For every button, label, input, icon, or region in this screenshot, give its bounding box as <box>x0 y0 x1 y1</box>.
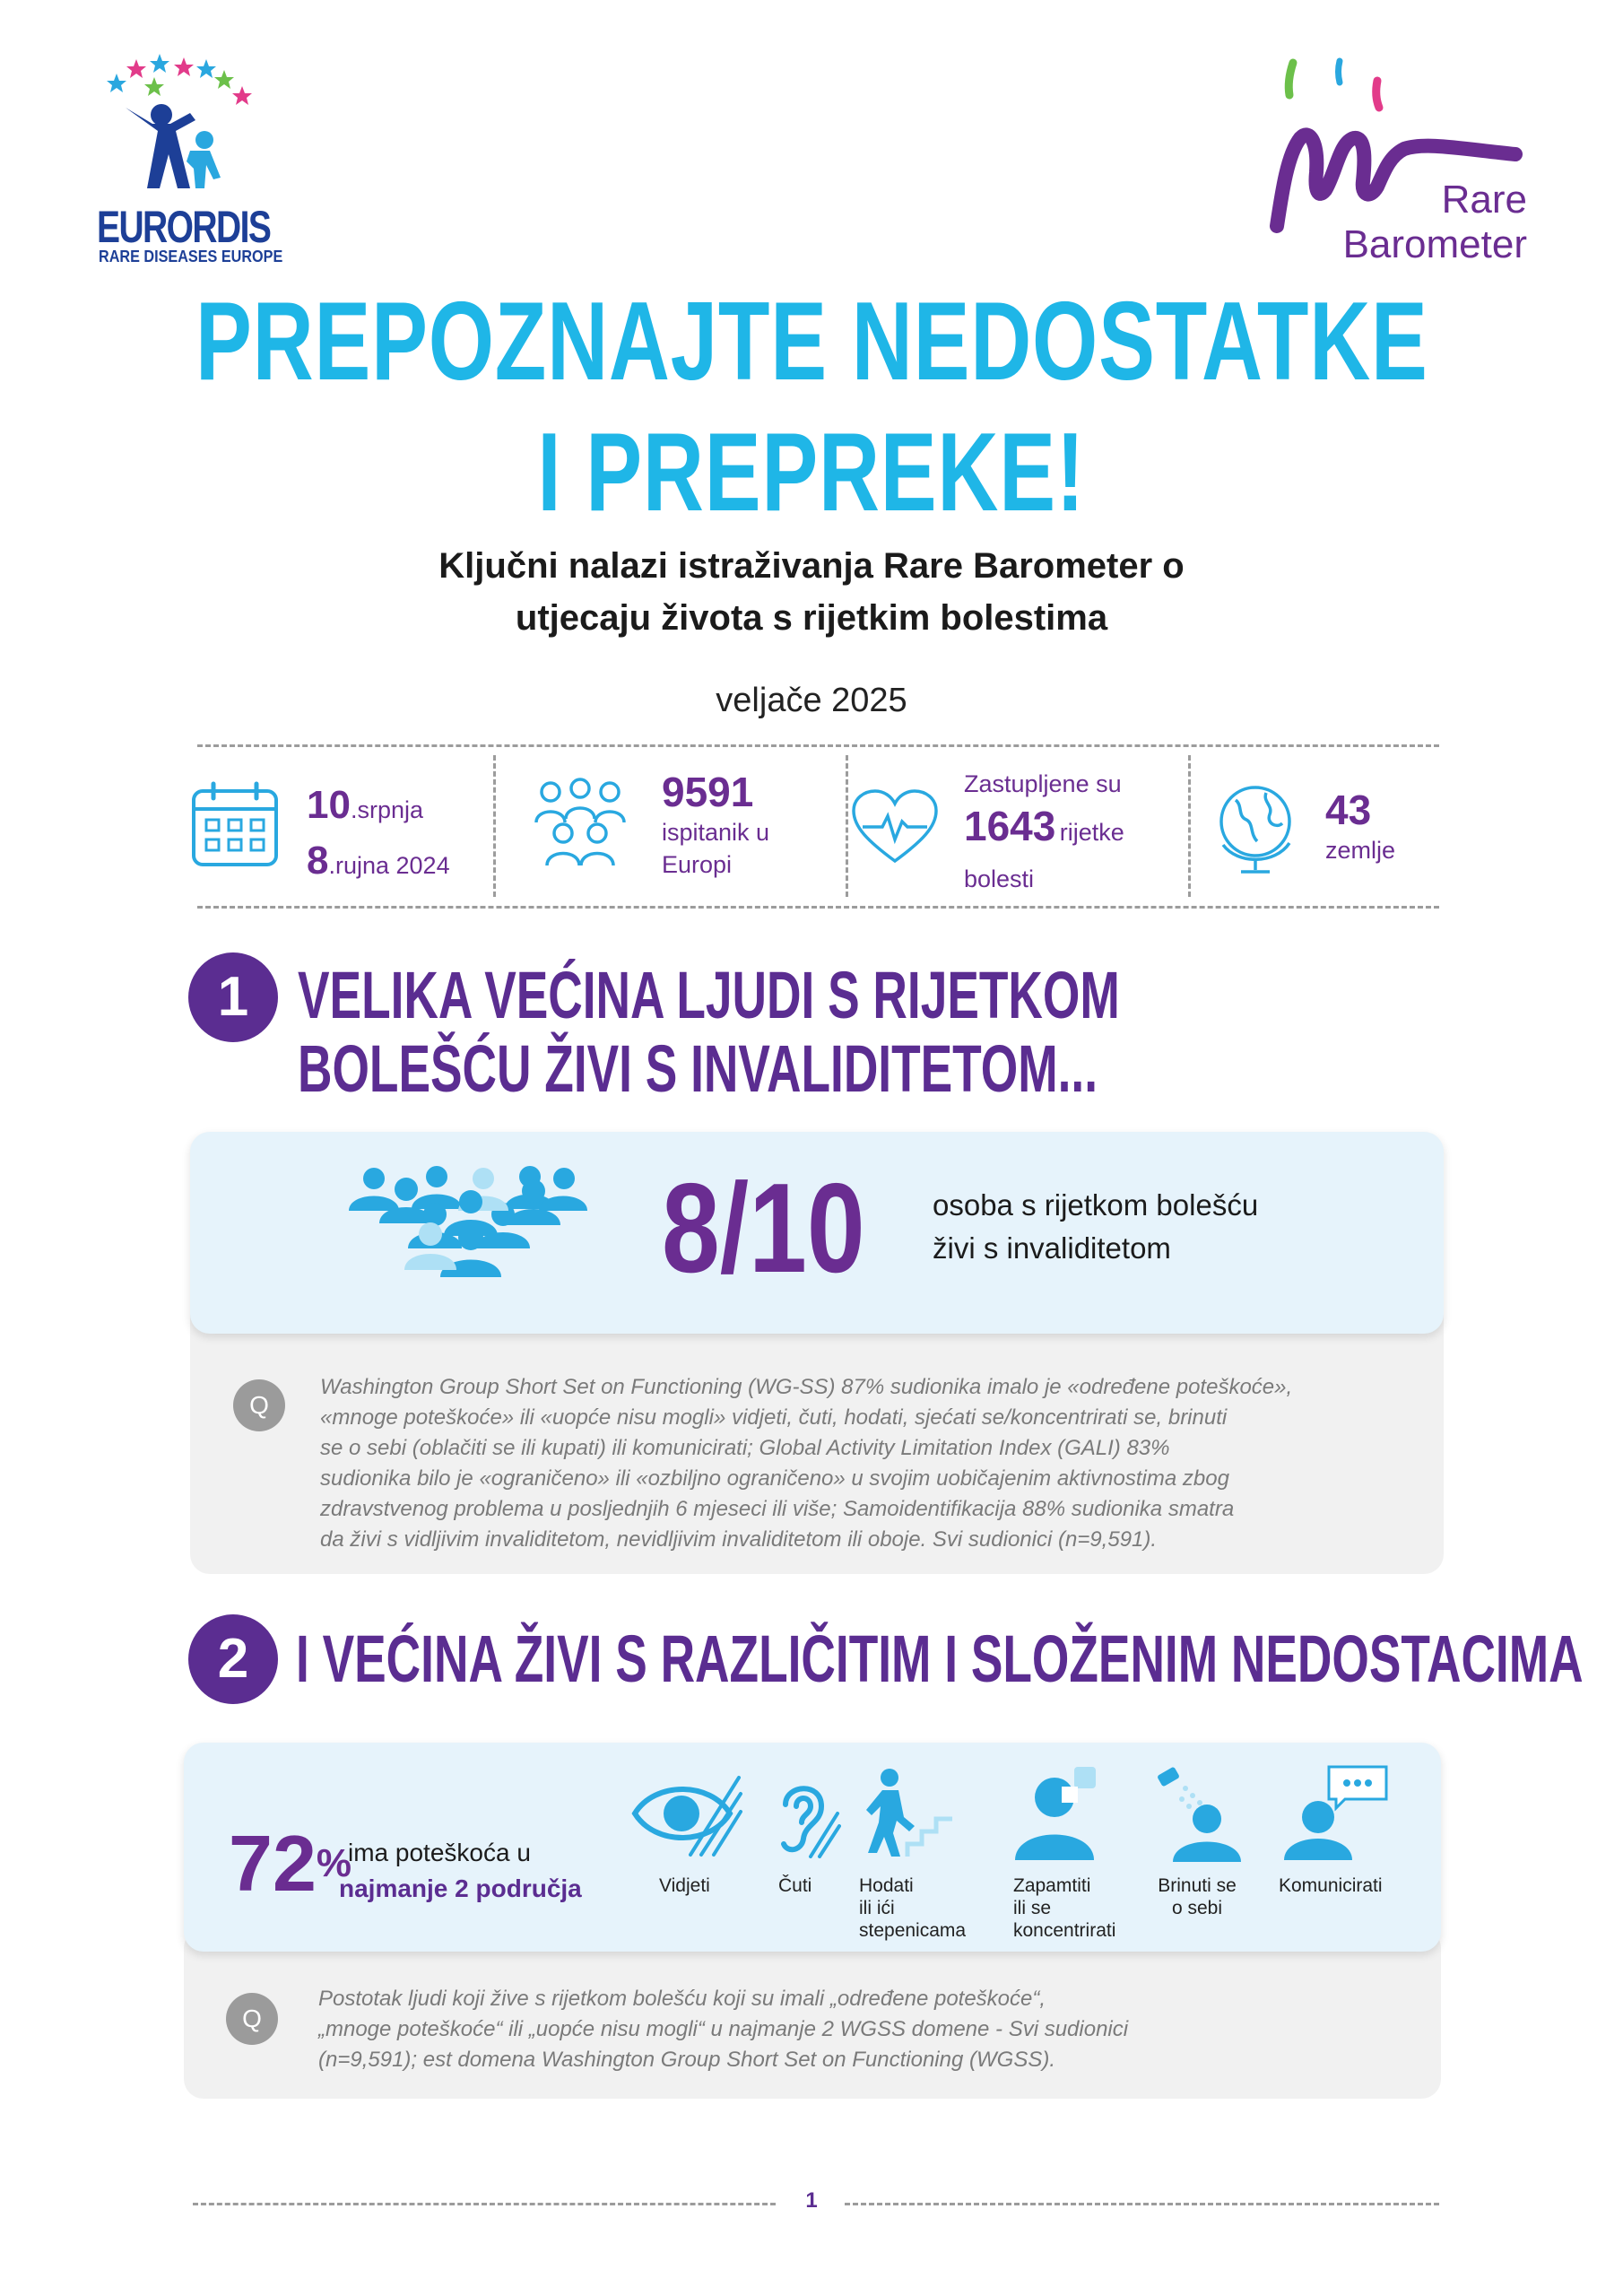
section1-note-q-icon: Q <box>233 1379 285 1431</box>
ear-icon <box>769 1769 841 1863</box>
section1-note-line: se o sebi (oblačiti se ili kupati) ili komunicirati; Global Activity Limitation Index (GALI) 83% <box>320 1436 1170 1460</box>
eurordis-subtitle: RARE DISEASES EUROPE <box>99 248 283 265</box>
section1-note-line: da živi s vidljivim invaliditetom, nevidljivim invaliditetom ili oboje. Svi sudionici (n=9,591). <box>320 1527 1158 1552</box>
respondents-line1: ispitanik u <box>662 819 770 846</box>
eurordis-name: EURORDIS <box>97 202 271 252</box>
section2-heading: I VEĆINA ŽIVI S RAZLIČITIM I SLOŽENIM NEDOSTACIMA <box>296 1622 1584 1696</box>
countries-count: 43 <box>1325 787 1372 833</box>
section2-note-line: Postotak ljudi koji žive s rijetkom bolešću koji su imali „određene poteškoće“, <box>318 1987 1046 2011</box>
domain-label-line: koncentrirati <box>1013 1920 1116 1941</box>
section1-stat-text-line2: živi s invaliditetom <box>933 1231 1171 1265</box>
stats-bottom-divider <box>197 906 1439 909</box>
section2-note-line: „mnoge poteškoće“ ili „uopće nisu mogli“ u najmanje 2 WGSS domene - Svi sudionici <box>318 2017 1129 2041</box>
domain-label-line: Komunicirati <box>1279 1875 1383 1896</box>
section1-number: 1 <box>188 952 278 1042</box>
period-end-month: .rujna 2024 <box>328 852 450 879</box>
domain-label-line: o sebi <box>1171 1898 1223 1918</box>
section2-percent <box>229 1819 352 1909</box>
section1-note <box>320 1372 1423 1555</box>
section2-note-line: (n=9,591); est domena Washington Group Short Set on Functioning (WGSS). <box>318 2048 1055 2072</box>
section2-text-line1: ima poteškoća u <box>348 1839 531 1866</box>
footer-divider-left <box>193 2203 776 2205</box>
period-start-month: .srpnja <box>350 796 423 823</box>
section1-heading-line2: BOLEŠĆU ŽIVI S INVALIDITETOM... <box>298 1031 1098 1106</box>
diseases-count: 1643 <box>964 803 1056 849</box>
stats-top-divider <box>197 744 1439 747</box>
domain-label-selfcare <box>1152 1874 1242 1919</box>
section1-heading-line1: VELIKA VEĆINA LJUDI S RIJETKOM <box>298 958 1120 1032</box>
shower-icon <box>1155 1765 1245 1868</box>
section1-note-line: «mnoge poteškoće» ili «uopće nisu mogli» vidjeti, čuti, hodati, sjećati se/koncentrirati se, brinuti <box>320 1405 1228 1430</box>
section2-percent-value: 72 <box>229 1819 317 1908</box>
heart-pulse-icon <box>850 787 940 869</box>
subtitle-line2: utjecaju života s rijetkim bolestima <box>515 598 1108 638</box>
domain-label-line: Čuti <box>778 1875 812 1896</box>
publication-date: veljače 2025 <box>716 682 907 719</box>
section1-note-line: Washington Group Short Set on Functioning (WG-SS) 87% sudionika imalo je «određene poteškoće», <box>320 1375 1293 1399</box>
rare-barometer-line1: Rare <box>1441 178 1527 222</box>
section1-note-line: sudionika bilo je «ograničeno» ili «ozbiljno ograničeno» u svojim uobičajenim aktivnostima zbog <box>320 1466 1229 1491</box>
calendar-icon <box>190 780 280 874</box>
page-number: 1 <box>805 2188 818 2213</box>
respondents-count: 9591 <box>662 769 754 815</box>
section2-text-line2: najmanje 2 područja <box>339 1874 582 1902</box>
rare-barometer-text <box>1334 178 1527 267</box>
crowd-icon <box>345 1166 587 1292</box>
section2-note <box>318 1984 1421 2075</box>
stats-divider-1 <box>493 755 496 897</box>
page-title <box>0 276 1623 538</box>
respondents-line2: Europi <box>662 851 733 878</box>
domain-label-hear <box>778 1874 812 1897</box>
section2-number: 2 <box>188 1614 278 1704</box>
subtitle <box>314 540 1309 644</box>
domain-label-line: ili ići <box>859 1898 895 1918</box>
domain-label-line: Hodati <box>859 1875 914 1896</box>
domain-label-line: ili se <box>1013 1898 1052 1918</box>
diseases-suffix: rijetke <box>1059 819 1124 846</box>
stats-divider-2 <box>846 755 848 897</box>
diseases-intro: Zastupljene su <box>964 770 1122 797</box>
title-line2: I PREPREKE! <box>537 411 1086 535</box>
countries-label: zemlje <box>1325 837 1396 864</box>
stat-countries <box>1325 786 1395 866</box>
domain-label-see <box>659 1874 710 1897</box>
domain-label-walk <box>859 1874 966 1942</box>
section2-stat-text <box>339 1835 582 1907</box>
people-group-icon <box>531 776 629 879</box>
section1-stat: 8/10 <box>662 1157 865 1300</box>
eurordis-figures-icon <box>90 54 269 206</box>
title-line1: PREPOZNAJTE NEDOSTATKE <box>195 280 1428 404</box>
domain-label-line: Zapamtiti <box>1013 1875 1091 1896</box>
section1-note-line: zdravstvenog problema u posljednjih 6 mjeseci ili više; Samoidentifikacija 88% sudionika smatra <box>320 1497 1235 1521</box>
footer-divider-right <box>845 2203 1439 2205</box>
domain-label-communicate <box>1279 1874 1383 1897</box>
section2-note-q-icon: Q <box>226 1993 278 2045</box>
eye-icon <box>628 1769 744 1863</box>
section2-percent-sign: % <box>316 1841 352 1885</box>
globe-icon <box>1211 778 1300 882</box>
subtitle-line1: Ključni nalazi istraživanja Rare Barometer o <box>438 546 1185 586</box>
period-end-day: 8 <box>307 839 329 883</box>
stat-diseases <box>964 768 1124 895</box>
head-puzzle-icon <box>1011 1763 1110 1866</box>
section1-stat-text <box>933 1184 1258 1270</box>
speech-bubble-icon <box>1284 1763 1392 1866</box>
domain-label-line: Brinuti se <box>1158 1875 1237 1896</box>
diseases-line2: bolesti <box>964 865 1035 892</box>
stat-period <box>307 782 450 893</box>
section1-stat-text-line1: osoba s rijetkom bolešću <box>933 1188 1259 1222</box>
stat-respondents <box>662 768 769 881</box>
domain-label-remember <box>1013 1874 1115 1942</box>
period-start-day: 10 <box>307 783 351 827</box>
stairs-walking-icon <box>861 1767 959 1870</box>
stats-divider-3 <box>1188 755 1191 897</box>
domain-label-line: stepenicama <box>859 1920 967 1941</box>
domain-label-line: Vidjeti <box>659 1875 710 1896</box>
rare-barometer-line2: Barometer <box>1342 222 1527 266</box>
